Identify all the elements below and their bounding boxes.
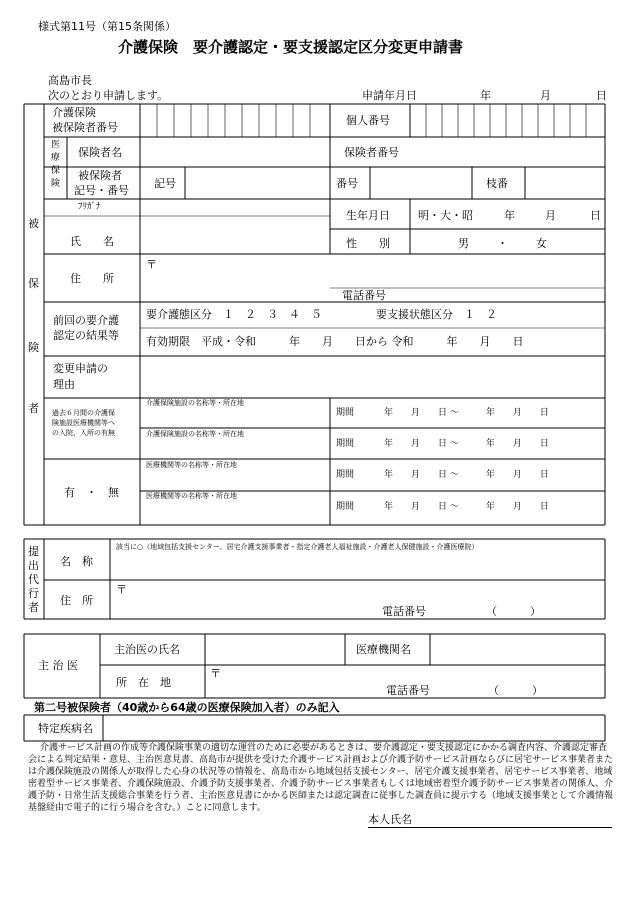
period-text: 年 月 日 ～ 年 月 日 (384, 502, 549, 512)
signature-label: 本人氏名 (368, 813, 412, 826)
request-line: 次のとおり申請します。 (48, 89, 169, 102)
male-option: 男 (458, 237, 469, 250)
submitter-phone-label: 電話番号 (382, 605, 426, 618)
period-label: 期間 (336, 439, 355, 449)
form-number: 様式第11号（第15条関係） (38, 20, 176, 33)
kigo-label: 被保険者 (78, 169, 122, 182)
yes-no: 有 ・ 無 (64, 486, 119, 499)
submitter-side-char: 行 (28, 587, 39, 600)
period-label: 期間 (336, 470, 355, 480)
doctor-inst-label: 医療機関名 (356, 643, 411, 656)
disease-label: 特定疾病名 (38, 722, 93, 735)
iryo-side-char: 保 (51, 166, 61, 176)
kigo: 記号 (154, 177, 176, 190)
submitter-side-char: 者 (28, 601, 39, 614)
birth-month: 月 (545, 209, 556, 222)
period-label: 期間 (336, 408, 355, 418)
furigana-label: ﾌﾘｶﾞﾅ (78, 202, 101, 212)
date-label: 申請年月日 (362, 89, 417, 102)
name-label: 氏 名 (70, 235, 114, 248)
insured-side-char: 者 (28, 402, 39, 415)
address-label: 住 所 (70, 272, 114, 285)
consent-text: 介護サービス計画の作成等介護保険事業の適切な運営のために必要があるときは、要介護認定・要支援認定にかかる調査内容、介護認定審査会による判定結果・意見、主治医意見書、高島市が提供を受けた介護サービス計画および介護予防サービス計画ならびに居宅サービス事業者または介護保険施設の関係人が取得した心身の状況等の情報を、高島市から地域包括支援センター、居宅介護支援事業者、居宅サービス事業者、地域密着型サービス事業者、介護保険施設、介護予防支援事業者、介護予防サービス事業者もしくは地域密着型介護予防サービス事業者の関係人、介護予防・日常生活支援総合事業を行う者、主治医意見書にかかる医師または認定調査に従事した調査員に提示する（地域支援事業として介護情報基盤経由で電子的に行う場合を含む。）ことに同意します。 (28, 743, 614, 813)
doctor-postal-mark: 〒 (210, 667, 221, 680)
iryo-side-char: 医 (51, 140, 61, 150)
doctor-phone-label: 電話番号 (386, 684, 430, 697)
insured-side-char: 保 (28, 277, 39, 290)
signature-line (368, 811, 612, 828)
phone-label: 電話番号 (342, 289, 386, 302)
submitter-side-char: 代 (28, 573, 39, 586)
era-options: 明・大・昭 (418, 209, 473, 222)
medical-label: 医療機関等の名称等・所在地 (146, 461, 237, 469)
second-insured-note: 第二号被保険者（40歳から64歳の医療保険加入者）のみ記入 (34, 701, 340, 714)
submitter-side-char: 出 (28, 559, 39, 572)
form-title: 介護保険 要介護認定・要支援認定区分変更申請書 (118, 38, 464, 56)
birth-day: 日 (590, 209, 601, 222)
change-reason-label-2: 理由 (53, 378, 75, 391)
date-year: 年 (480, 89, 491, 102)
submitter-name-label: 名 称 (60, 555, 93, 568)
facility-label: 介護保険施設の名称等・所在地 (146, 399, 244, 407)
doctor-label: 主 治 医 (38, 659, 78, 672)
doctor-phone-paren: （ ） (488, 684, 543, 697)
support-level: 要支援状態区分 １ ２ (376, 308, 497, 321)
stay-label-2: 険施設医療機関等へ (52, 419, 115, 427)
period-label: 期間 (336, 502, 355, 512)
insurer-name-label: 保険者名 (78, 146, 122, 159)
kaigo-no-label-2: 被保険者番号 (52, 121, 118, 134)
valid-period: 有効期限 平成・令和 年 月 日から 令和 年 月 日 (146, 335, 524, 348)
gender-sep: ・ (497, 237, 508, 250)
edaban: 枝番 (486, 177, 508, 190)
insured-side-char: 被 (28, 217, 39, 230)
medical-label: 医療機関等の名称等・所在地 (146, 492, 237, 500)
insurer-no-label: 保険者番号 (344, 146, 399, 159)
submitter-phone-paren: （ ） (486, 605, 541, 618)
personal-no-label: 個人番号 (346, 114, 390, 127)
kaigo-no-label: 介護保険 (52, 106, 96, 119)
prev-result-label: 前回の要介護 (53, 314, 119, 327)
doctor-name-label: 主治医の氏名 (114, 643, 180, 656)
care-level: 要介護態区分 １ ２ ３ ４ ５ (146, 308, 322, 321)
gender-label: 性 別 (346, 237, 390, 250)
submitter-side-char: 提 (28, 545, 39, 558)
doctor-address-label: 所 在 地 (116, 676, 171, 689)
submitter-address-label: 住 所 (60, 594, 93, 607)
stay-label: 過去６月間の介護保 (52, 409, 115, 417)
insured-side-char: 険 (28, 341, 39, 354)
birth-year: 年 (504, 209, 515, 222)
kigo-label-2: 記号・番号 (74, 184, 129, 197)
period-text: 年 月 日 ～ 年 月 日 (384, 470, 549, 480)
iryo-side-char: 険 (51, 179, 61, 189)
iryo-side-char: 療 (51, 153, 61, 163)
postal-mark: 〒 (146, 258, 157, 271)
prev-result-label-2: 認定の結果等 (53, 329, 119, 342)
stay-label-3: の入院、入所の有無 (52, 429, 115, 437)
period-text: 年 月 日 ～ 年 月 日 (384, 408, 549, 418)
date-day: 日 (596, 89, 607, 102)
date-month: 月 (540, 89, 551, 102)
birth-label: 生年月日 (346, 209, 390, 222)
submitter-note: 該当に○（地域包括支援センター、居宅介護支援事業者・指定介護老人福祉施設・介護老人保健施設・介護医療院） (116, 543, 479, 551)
addressee: 高島市長 (48, 74, 92, 87)
female-option: 女 (536, 237, 547, 250)
period-text: 年 月 日 ～ 年 月 日 (384, 439, 549, 449)
bango: 番号 (336, 177, 358, 190)
submitter-postal-mark: 〒 (116, 583, 127, 596)
facility-label: 介護保険施設の名称等・所在地 (146, 430, 244, 438)
change-reason-label: 変更申請の (53, 362, 108, 375)
